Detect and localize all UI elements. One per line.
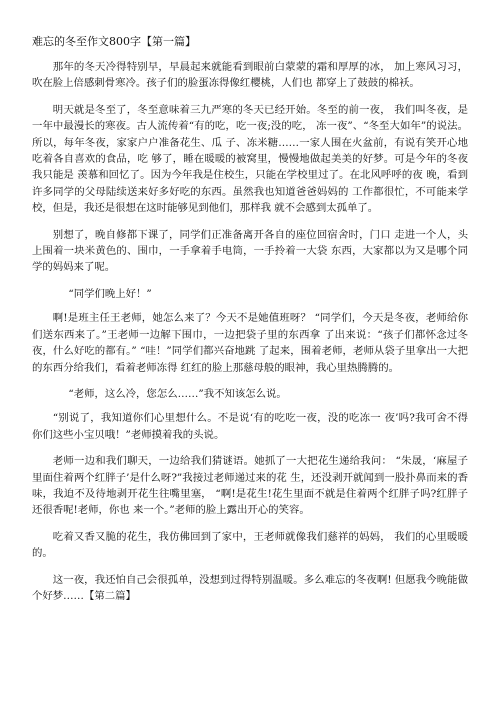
paragraph-8: 吃着又香又脆的花生，我仿佛回到了家中，王老师就像我们慈祥的妈妈， 我们的心里暖暖的。 [32, 530, 468, 560]
document-title: 难忘的冬至作文800字【第一篇】 [32, 35, 196, 48]
paragraph-6: “别说了，我知道你们心里想什么。不是说‘有的吃吃一夜，没的吃冻一 夜’吗?我可舍不得你们这些小宝贝哦！”老师摸着我的头说。 [32, 412, 468, 441]
paragraph-9: 这一夜，我还怕自己会很孤单，没想到过得特别温暖。多么难忘的冬夜啊! 但愿我今晚能做个好梦……【第二篇】 [32, 573, 468, 602]
paragraph-3: 别想了，晚自修都下课了，同学们正准备离开各自的座位回宿舍时，门口 走进一个人，头上围着一块米黄色的、围巾，一手拿着手电筒，一手拎着一大袋 东西，大家都以为又是哪个同学的妈妈来了呢。 [32, 228, 468, 274]
dialogue-greeting: “同学们晚上好！” [68, 287, 152, 300]
document-page [32, 34, 468, 604]
dialogue-question: “老师，这么冷，您怎么……”我不知该怎么说。 [68, 387, 287, 400]
paragraph-1: 那年的冬天冷得特别早，早晨起来就能看到眼前白蒙蒙的霜和厚厚的冰， 加上寒风习习，吹在脸上倍感刺骨寒冷。孩子们的脸蛋冻得像红樱桃，人们也 都穿上了鼓鼓的棉袄。 [32, 61, 468, 90]
paragraph-2: 明天就是冬至了，冬至意味着三九严寒的冬天已经开始。冬至的前一夜， 我们叫冬夜，是一年中最漫长的寒夜。古人流传着“有的吃，吃一夜;没的吃， 冻一夜”、“冬至大如年”的说法。所以，每年冬夜，家家户户准备花生、瓜 子、冻米糖……一家人围在火盆前，有说有笑开心地吃着各自喜欢的食品，吃 够了，睡在暖暖的被窝里，慢慢地做起美美的好梦。可是今年的冬夜我只能是 羡慕和回忆了。因为今年我是住校生，只能在学校里过了。在北风呼呼的夜 晚，看到许多同学的父母陆续送来好多好吃的东西。虽然我也知道爸爸妈妈的 工作都很忙，不可能来学校，但是，我还是很想在这时能够见到他们，那样我 就不会感到太孤单了。 [32, 103, 468, 215]
paragraph-7: 老师一边和我们聊天，一边给我们猜谜语。她抓了一大把花生递给我问： “朱晟，‘麻屋子里面住着两个红胖子’是什么呀?”我接过老师递过来的花 生，还没剥开就闻到一股扑鼻而来的香味，我迫不及待地剥开花生往嘴里塞， “啊!是花生!花生里面不就是住着两个红胖子吗?红胖子还很香呢!老师，你也 来一个。”老师的脸上露出开心的笑容。 [32, 455, 468, 517]
paragraph-4: 啊!是班主任王老师，她怎么来了？今天不是她值班呀？ “同学们，今天是冬夜，老师给你们送东西来了。”王老师一边解下围巾，一边把袋子里的东西拿 了出来说：“孩子们都怀念过冬夜，什么好吃的都有。” “哇！”同学们都兴奋地跳 了起来，围着老师，老师从袋子里拿出一大把的东西分给我们，看着老师冻得 红红的脸上那慈母般的眼神，我心里热腾腾的。 [32, 312, 468, 374]
